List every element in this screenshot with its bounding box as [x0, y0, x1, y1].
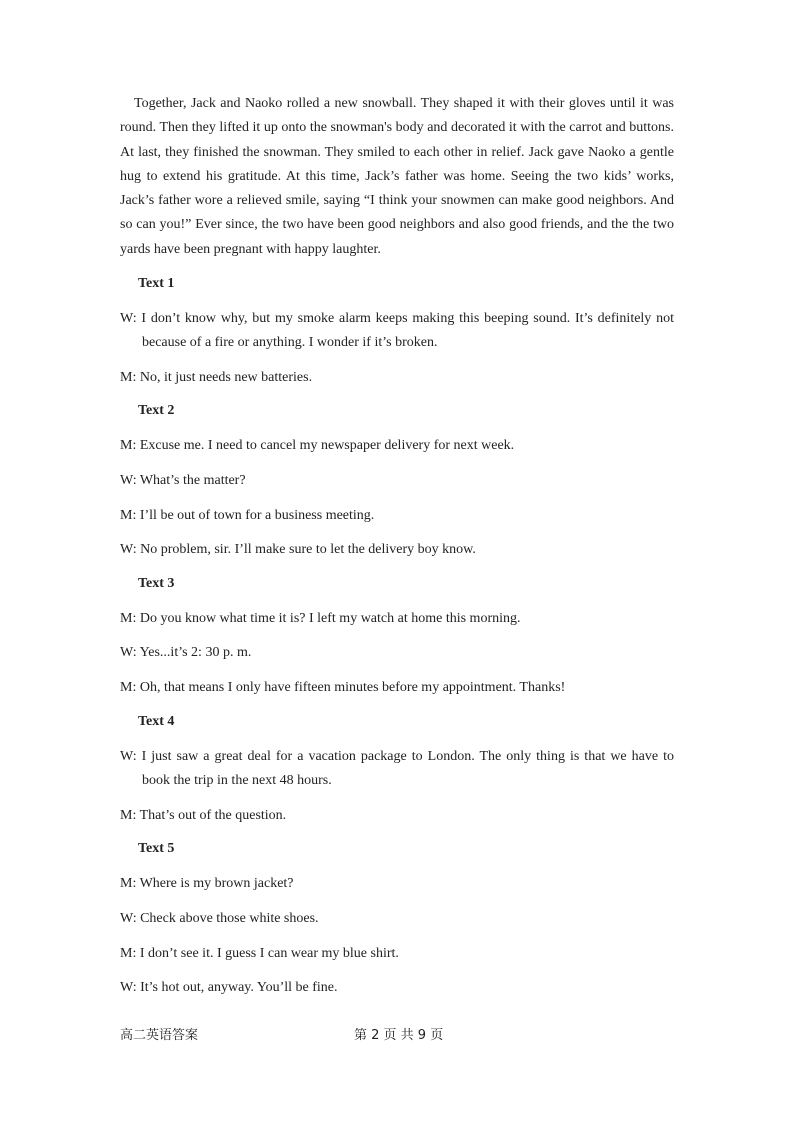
story-paragraph: Together, Jack and Naoko rolled a new snowball. They shaped it with their gloves until it was round. Then they lifted it up onto the snowman's body and decorated it with the carrot and buttons. At last, they finished the snowman. They smiled to each other in relief. Jack gave Naoko a gentle hug to extend his gratitude. At this time, Jack’s father was home. Seeing the two kids’ works, Jack’s father wore a relieved smile, saying “I think your snowmen can make good neighbors. And so can you!” Ever since, the two have been good neighbors and also good friends, and the the two yards have been pregnant with happy laughter. — [120, 96, 674, 257]
footer-doc-title: 高二英语答案 — [120, 1028, 199, 1043]
dialogue-line: W: No problem, sir. I’ll make sure to let the delivery boy know. — [120, 542, 476, 558]
section-heading: Text 2 — [138, 403, 175, 419]
section-heading: Text 4 — [138, 714, 175, 730]
text-section-3 — [120, 572, 674, 700]
document-body — [120, 92, 674, 1001]
section-heading: Text 5 — [138, 841, 175, 857]
dialogue-line: M: I don’t see it. I guess I can wear my blue shirt. — [120, 945, 399, 961]
text-section-2 — [120, 399, 674, 562]
dialogue-line: W: Yes...it’s 2: 30 p. m. — [120, 645, 252, 661]
dialogue-line: M: Do you know what time it is? I left my watch at home this morning. — [120, 610, 521, 626]
text-section-4 — [120, 710, 674, 828]
dialogue-line: W: Check above those white shoes. — [120, 910, 319, 926]
section-heading: Text 1 — [138, 276, 175, 292]
dialogue-line: W: I just saw a great deal for a vacation package to London. The only thing is that we have to book the trip in the next 48 hours. — [120, 748, 674, 788]
dialogue-line: W: I don’t know why, but my smoke alarm keeps making this beeping sound. It’s definitely not because of a fire or anything. I wonder if it’s broken. — [120, 310, 674, 350]
page-footer — [120, 1024, 674, 1044]
dialogue-line: M: No, it just needs new batteries. — [120, 369, 313, 385]
dialogue-line: W: It’s hot out, anyway. You’ll be fine. — [120, 980, 338, 996]
dialogue-line: W: What’s the matter? — [120, 472, 246, 488]
dialogue-line: M: Where is my brown jacket? — [120, 875, 294, 891]
section-heading: Text 3 — [138, 576, 175, 592]
page-number: 第 2 页 共 9 页 — [354, 1028, 444, 1043]
dialogue-line: M: Oh, that means I only have fifteen minutes before my appointment. Thanks! — [120, 680, 566, 696]
text-section-1 — [120, 272, 674, 390]
text-section-5 — [120, 837, 674, 1000]
dialogue-line: M: I’ll be out of town for a business meeting. — [120, 507, 375, 523]
dialogue-line: M: That’s out of the question. — [120, 807, 287, 823]
dialogue-line: M: Excuse me. I need to cancel my newspaper delivery for next week. — [120, 437, 515, 453]
